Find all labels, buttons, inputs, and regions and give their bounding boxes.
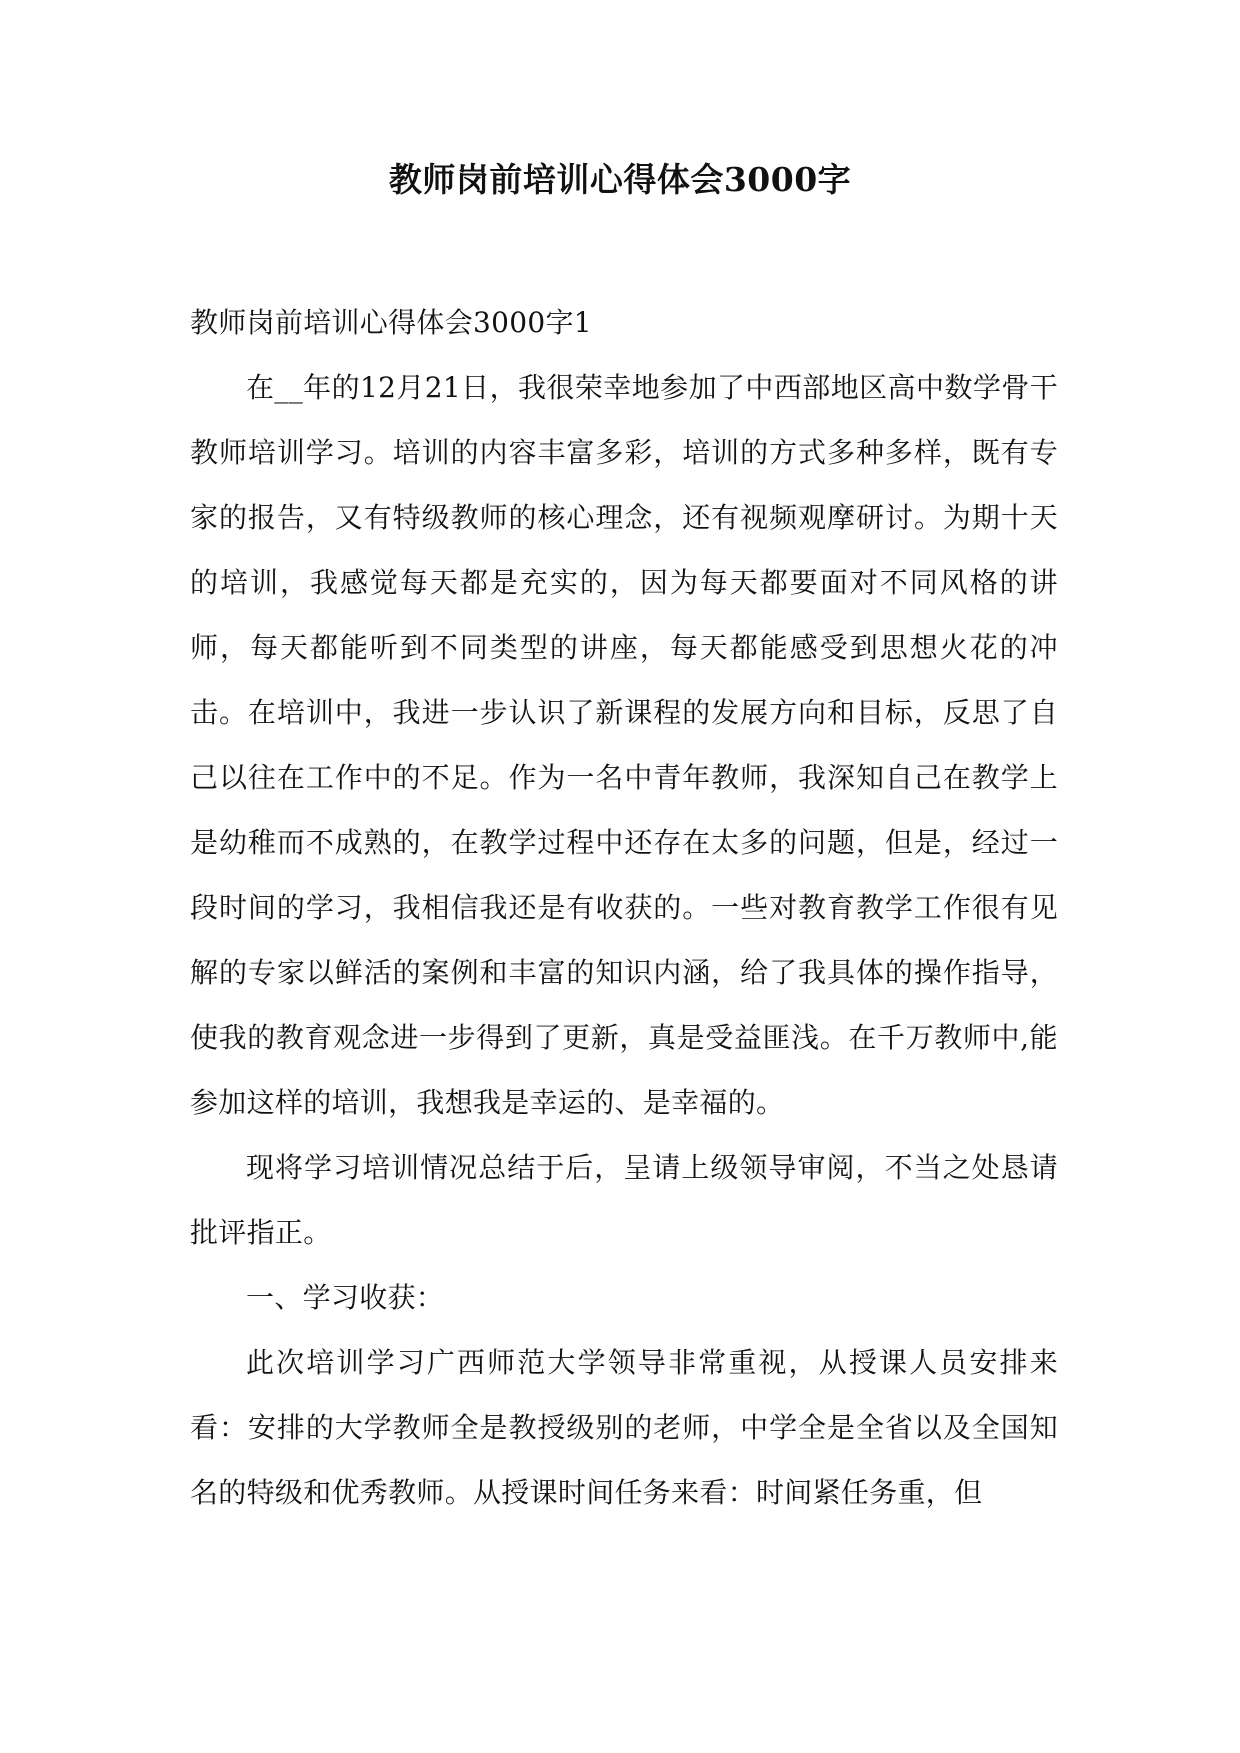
subsection-heading: 一、学习收获： <box>246 1281 445 1314</box>
section-heading: 教师岗前培训心得体会3000字1 <box>190 306 592 339</box>
paragraph-gains: 此次培训学习广西师范大学领导非常重视，从授课人员安排来看：安排的大学教师全是教授级别的老师，中学全是全省以及全国知名的特级和优秀教师。从授课时间任务来看：时间紧任务重，但 <box>190 1346 1058 1509</box>
document-title: 教师岗前培训心得体会3000字 <box>388 160 852 199</box>
paragraph-intro: 在__年的12月21日，我很荣幸地参加了中西部地区高中数学骨干教师培训学习。培训的内容丰富多彩，培训的方式多种多样，既有专家的报告，又有特级教师的核心理念，还有视频观摩研讨。为期十天的培训，我感觉每天都是充实的，因为每天都要面对不同风格的讲师，每天都能听到不同类型的讲座，每天都能感受到思想火花的冲击。在培训中，我进一步认识了新课程的发展方向和目标，反思了自己以往在工作中的不足。作为一名中青年教师，我深知自己在教学上是幼稚而不成熟的，在教学过程中还存在太多的问题，但是，经过一段时间的学习，我相信我还是有收获的。一些对教育教学工作很有见解的专家以鲜活的案例和丰富的知识内涵，给了我具体的操作指导，使我的教育观念进一步得到了更新，真是受益匪浅。在千万教师中,能参加这样的培训，我想我是幸运的、是幸福的。 <box>190 371 1058 1119</box>
paragraph-summary-request: 现将学习培训情况总结于后，呈请上级领导审阅，不当之处恳请批评指正。 <box>190 1151 1058 1249</box>
document-body <box>190 290 1058 1525</box>
